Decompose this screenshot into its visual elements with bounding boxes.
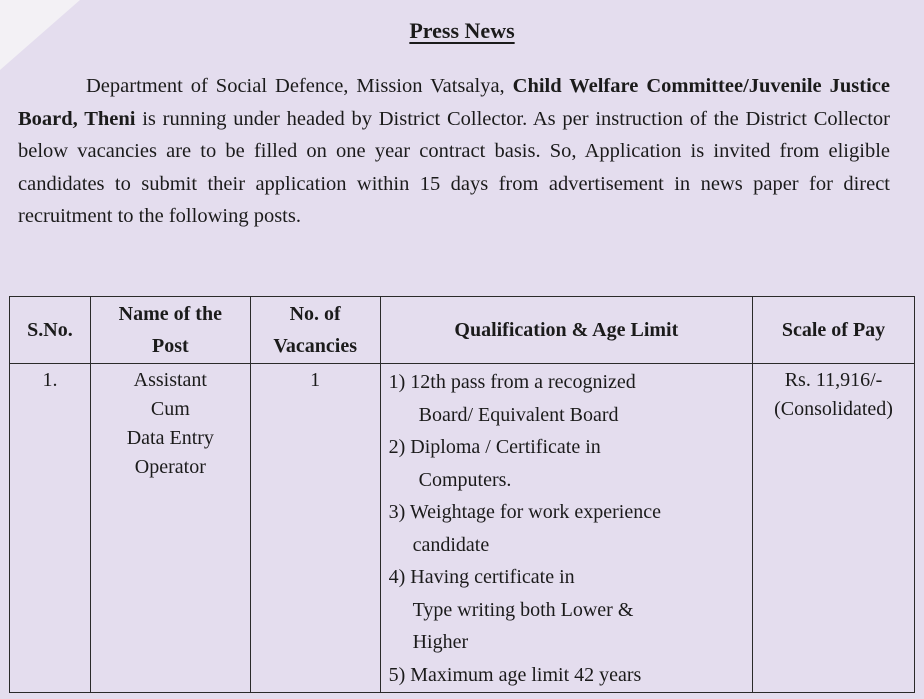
qualification-item: 2) Diploma / Certificate in Computers. <box>388 436 601 491</box>
qualification-item: 3) Weightage for work experience candidate <box>388 501 661 556</box>
page-title: Press News <box>409 18 515 43</box>
cell-qualification <box>380 364 752 693</box>
qualification-item: 4) Having certificate in Type writing both Lower & Higher <box>388 566 634 653</box>
cell-sno: 1. <box>10 364 91 693</box>
cell-vacancies: 1 <box>250 364 380 693</box>
qualification-item: 5) Maximum age limit 42 years <box>388 663 642 686</box>
vacancy-table <box>9 296 915 693</box>
intro-text-1: Department of Social Defence, Mission Vatsalya, <box>86 75 513 97</box>
intro-paragraph <box>18 70 890 233</box>
header-pay: Scale of Pay <box>753 297 915 364</box>
header-post: Name of the Post <box>90 297 250 364</box>
intro-text-bold: Child Welfare Committee/Juvenile Justice Board, Theni <box>18 75 890 130</box>
header-sno: S.No. <box>10 297 91 364</box>
intro-text-2: is running under headed by District Collector. As per instruction of the District Collector below vacancies are to be filled on one year contract basis. So, Application is invited from eligible candidates to submit their application within 15 days from advertisement in news paper for direct recruitment to the following posts. <box>18 107 891 227</box>
cell-pay: Rs. 11,916/- (Consolidated) <box>753 364 915 693</box>
table-row <box>10 364 915 693</box>
qualification-item: 1) 12th pass from a recognized Board/ Equivalent Board <box>388 371 636 426</box>
header-vacancies: No. of Vacancies <box>250 297 380 364</box>
cell-post: Assistant Cum Data Entry Operator <box>90 364 250 693</box>
header-qualification: Qualification & Age Limit <box>380 297 752 364</box>
table-header-row <box>10 297 915 364</box>
